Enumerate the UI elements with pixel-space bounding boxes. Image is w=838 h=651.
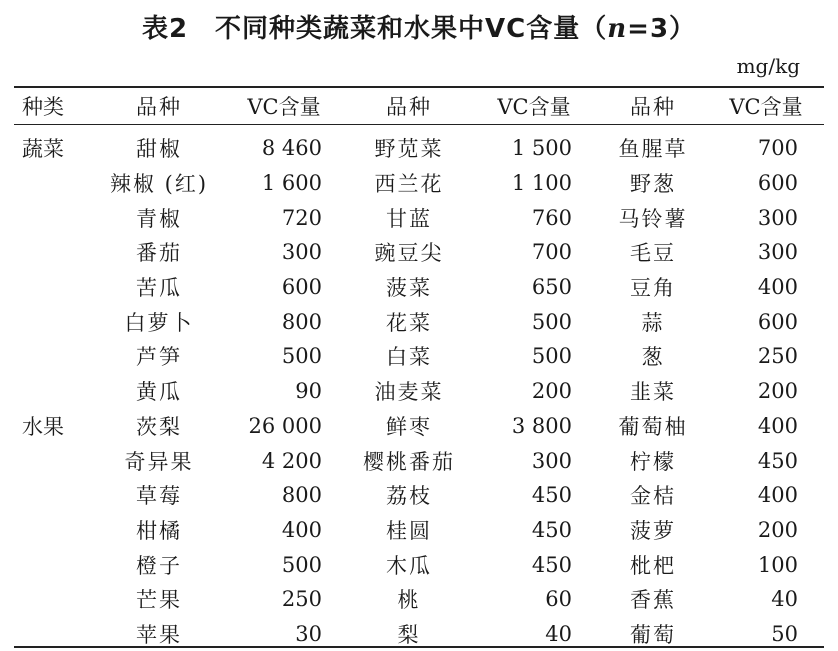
header-cell: 品种 — [630, 95, 676, 119]
variety-cell: 木瓜 — [386, 553, 432, 578]
vc-value-cell: 250 — [757, 344, 798, 369]
vc-content-table — [14, 89, 824, 651]
category-cell — [14, 200, 98, 235]
header-cell: 种类 — [22, 95, 64, 119]
table-row — [14, 166, 824, 201]
vc-value-cell: 200 — [757, 517, 798, 542]
table-row — [14, 339, 824, 374]
variety-cell: 桃 — [397, 588, 421, 613]
vc-value-cell: 1 600 — [261, 171, 322, 196]
variety-cell: 荔枝 — [386, 484, 432, 509]
variety-cell: 蒜 — [641, 310, 665, 335]
variety-cell: 葡萄柚 — [618, 414, 688, 439]
table-row — [14, 617, 824, 651]
variety-cell: 番茄 — [136, 241, 182, 266]
variety-cell: 豆角 — [630, 276, 676, 301]
title-prefix: 表2 不同种类蔬菜和水果中VC含量（ — [141, 14, 608, 44]
vc-value-cell: 400 — [757, 275, 798, 300]
variety-cell: 葱 — [641, 345, 665, 370]
variety-cell: 豌豆尖 — [374, 241, 444, 266]
variety-cell: 奇异果 — [124, 449, 194, 474]
vc-value-cell: 800 — [281, 483, 322, 508]
table-row — [14, 235, 824, 270]
variety-cell: 鱼腥草 — [618, 137, 688, 162]
top-rule — [14, 86, 824, 88]
table-row — [14, 127, 824, 166]
variety-cell: 橙子 — [136, 553, 182, 578]
variety-cell: 梨 — [397, 622, 421, 647]
vc-value-cell: 500 — [531, 309, 572, 334]
variety-cell: 黄瓜 — [136, 380, 182, 405]
vc-value-cell: 40 — [771, 587, 798, 612]
table-row — [14, 304, 824, 339]
header-cell: VC含量 — [729, 95, 803, 119]
variety-cell: 甘蓝 — [386, 206, 432, 231]
header-cell: VC含量 — [247, 95, 321, 119]
category-cell — [14, 166, 98, 201]
vc-value-cell: 800 — [281, 309, 322, 334]
unit-label: mg/kg — [736, 54, 800, 78]
category-cell — [14, 617, 98, 651]
variety-cell: 白菜 — [386, 345, 432, 370]
variety-cell: 金桔 — [630, 484, 676, 509]
vc-value-cell: 1 500 — [511, 136, 572, 161]
header-row — [14, 89, 824, 127]
vc-value-cell: 450 — [531, 552, 572, 577]
vc-value-cell: 300 — [757, 205, 798, 230]
category-cell — [14, 304, 98, 339]
vc-value-cell: 650 — [531, 275, 572, 300]
variety-cell: 花菜 — [386, 310, 432, 335]
vc-value-cell: 300 — [757, 240, 798, 265]
variety-cell: 苹果 — [136, 622, 182, 647]
vc-value-cell: 250 — [281, 587, 322, 612]
variety-cell: 茨梨 — [136, 414, 182, 439]
table-row — [14, 374, 824, 409]
variety-cell: 樱桃番茄 — [363, 449, 455, 474]
variety-cell: 菠菜 — [386, 276, 432, 301]
vc-value-cell: 26 000 — [248, 413, 322, 438]
category-cell: 蔬菜 — [22, 137, 64, 162]
vc-value-cell: 30 — [295, 621, 322, 646]
vc-value-cell: 400 — [281, 517, 322, 542]
category-cell — [14, 547, 98, 582]
variety-cell: 白萝卜 — [124, 310, 194, 335]
variety-cell: 草莓 — [136, 484, 182, 509]
vc-value-cell: 600 — [281, 275, 322, 300]
vc-value-cell: 500 — [531, 344, 572, 369]
variety-cell: 野葱 — [630, 172, 676, 197]
vc-value-cell: 500 — [281, 552, 322, 577]
vc-value-cell: 200 — [531, 379, 572, 404]
variety-cell: 柑橘 — [136, 518, 182, 543]
variety-cell: 葡萄 — [630, 622, 676, 647]
category-cell — [14, 513, 98, 548]
vc-value-cell: 4 200 — [261, 448, 322, 473]
vc-value-cell: 60 — [545, 587, 572, 612]
vc-value-cell: 760 — [531, 205, 572, 230]
header-cell: VC含量 — [497, 95, 571, 119]
table-title — [0, 8, 838, 45]
vc-value-cell: 450 — [531, 483, 572, 508]
variety-cell: 油麦菜 — [374, 380, 444, 405]
table-row — [14, 409, 824, 444]
vc-value-cell: 450 — [531, 517, 572, 542]
table-row — [14, 443, 824, 478]
header-cell: 品种 — [136, 95, 182, 119]
table-row — [14, 200, 824, 235]
title-suffix: =3） — [627, 14, 697, 44]
vc-value-cell: 600 — [757, 309, 798, 334]
table-row — [14, 513, 824, 548]
variety-cell: 芦笋 — [136, 345, 182, 370]
variety-cell: 苦瓜 — [136, 276, 182, 301]
vc-value-cell: 3 800 — [511, 413, 572, 438]
vc-value-cell: 600 — [757, 171, 798, 196]
table-row — [14, 582, 824, 617]
vc-value-cell: 200 — [757, 379, 798, 404]
vc-value-cell: 400 — [757, 413, 798, 438]
vc-value-cell: 50 — [771, 621, 798, 646]
vc-value-cell: 8 460 — [261, 136, 322, 161]
table-row — [14, 478, 824, 513]
header-cell: 品种 — [386, 95, 432, 119]
variety-cell: 甜椒 — [136, 137, 182, 162]
vc-value-cell: 500 — [281, 344, 322, 369]
variety-cell: 桂圆 — [386, 518, 432, 543]
variety-cell: 鲜枣 — [386, 414, 432, 439]
category-cell — [14, 582, 98, 617]
variety-cell: 芒果 — [136, 588, 182, 613]
variety-cell: 野苋菜 — [374, 137, 444, 162]
category-cell — [14, 270, 98, 305]
vc-value-cell: 400 — [757, 483, 798, 508]
vc-value-cell: 300 — [531, 448, 572, 473]
variety-cell: 青椒 — [136, 206, 182, 231]
vc-value-cell: 700 — [757, 136, 798, 161]
table-row — [14, 270, 824, 305]
category-cell — [14, 374, 98, 409]
variety-cell: 毛豆 — [630, 241, 676, 266]
category-cell: 水果 — [22, 414, 64, 439]
variety-cell: 香蕉 — [630, 588, 676, 613]
vc-value-cell: 720 — [281, 205, 322, 230]
category-cell — [14, 235, 98, 270]
vc-value-cell: 1 100 — [511, 171, 572, 196]
vc-value-cell: 300 — [281, 240, 322, 265]
variety-cell: 西兰花 — [374, 172, 444, 197]
vc-value-cell: 90 — [295, 379, 322, 404]
vc-value-cell: 100 — [757, 552, 798, 577]
title-n: n — [607, 14, 628, 44]
variety-cell: 辣椒 (红) — [109, 172, 209, 197]
variety-cell: 韭菜 — [630, 380, 676, 405]
vc-value-cell: 450 — [757, 448, 798, 473]
category-cell — [14, 478, 98, 513]
vc-value-cell: 700 — [531, 240, 572, 265]
variety-cell: 柠檬 — [630, 449, 676, 474]
variety-cell: 马铃薯 — [618, 206, 688, 231]
category-cell — [14, 339, 98, 374]
variety-cell: 菠萝 — [630, 518, 676, 543]
category-cell — [14, 443, 98, 478]
vc-value-cell: 40 — [545, 621, 572, 646]
table-row — [14, 547, 824, 582]
variety-cell: 枇杷 — [630, 553, 676, 578]
